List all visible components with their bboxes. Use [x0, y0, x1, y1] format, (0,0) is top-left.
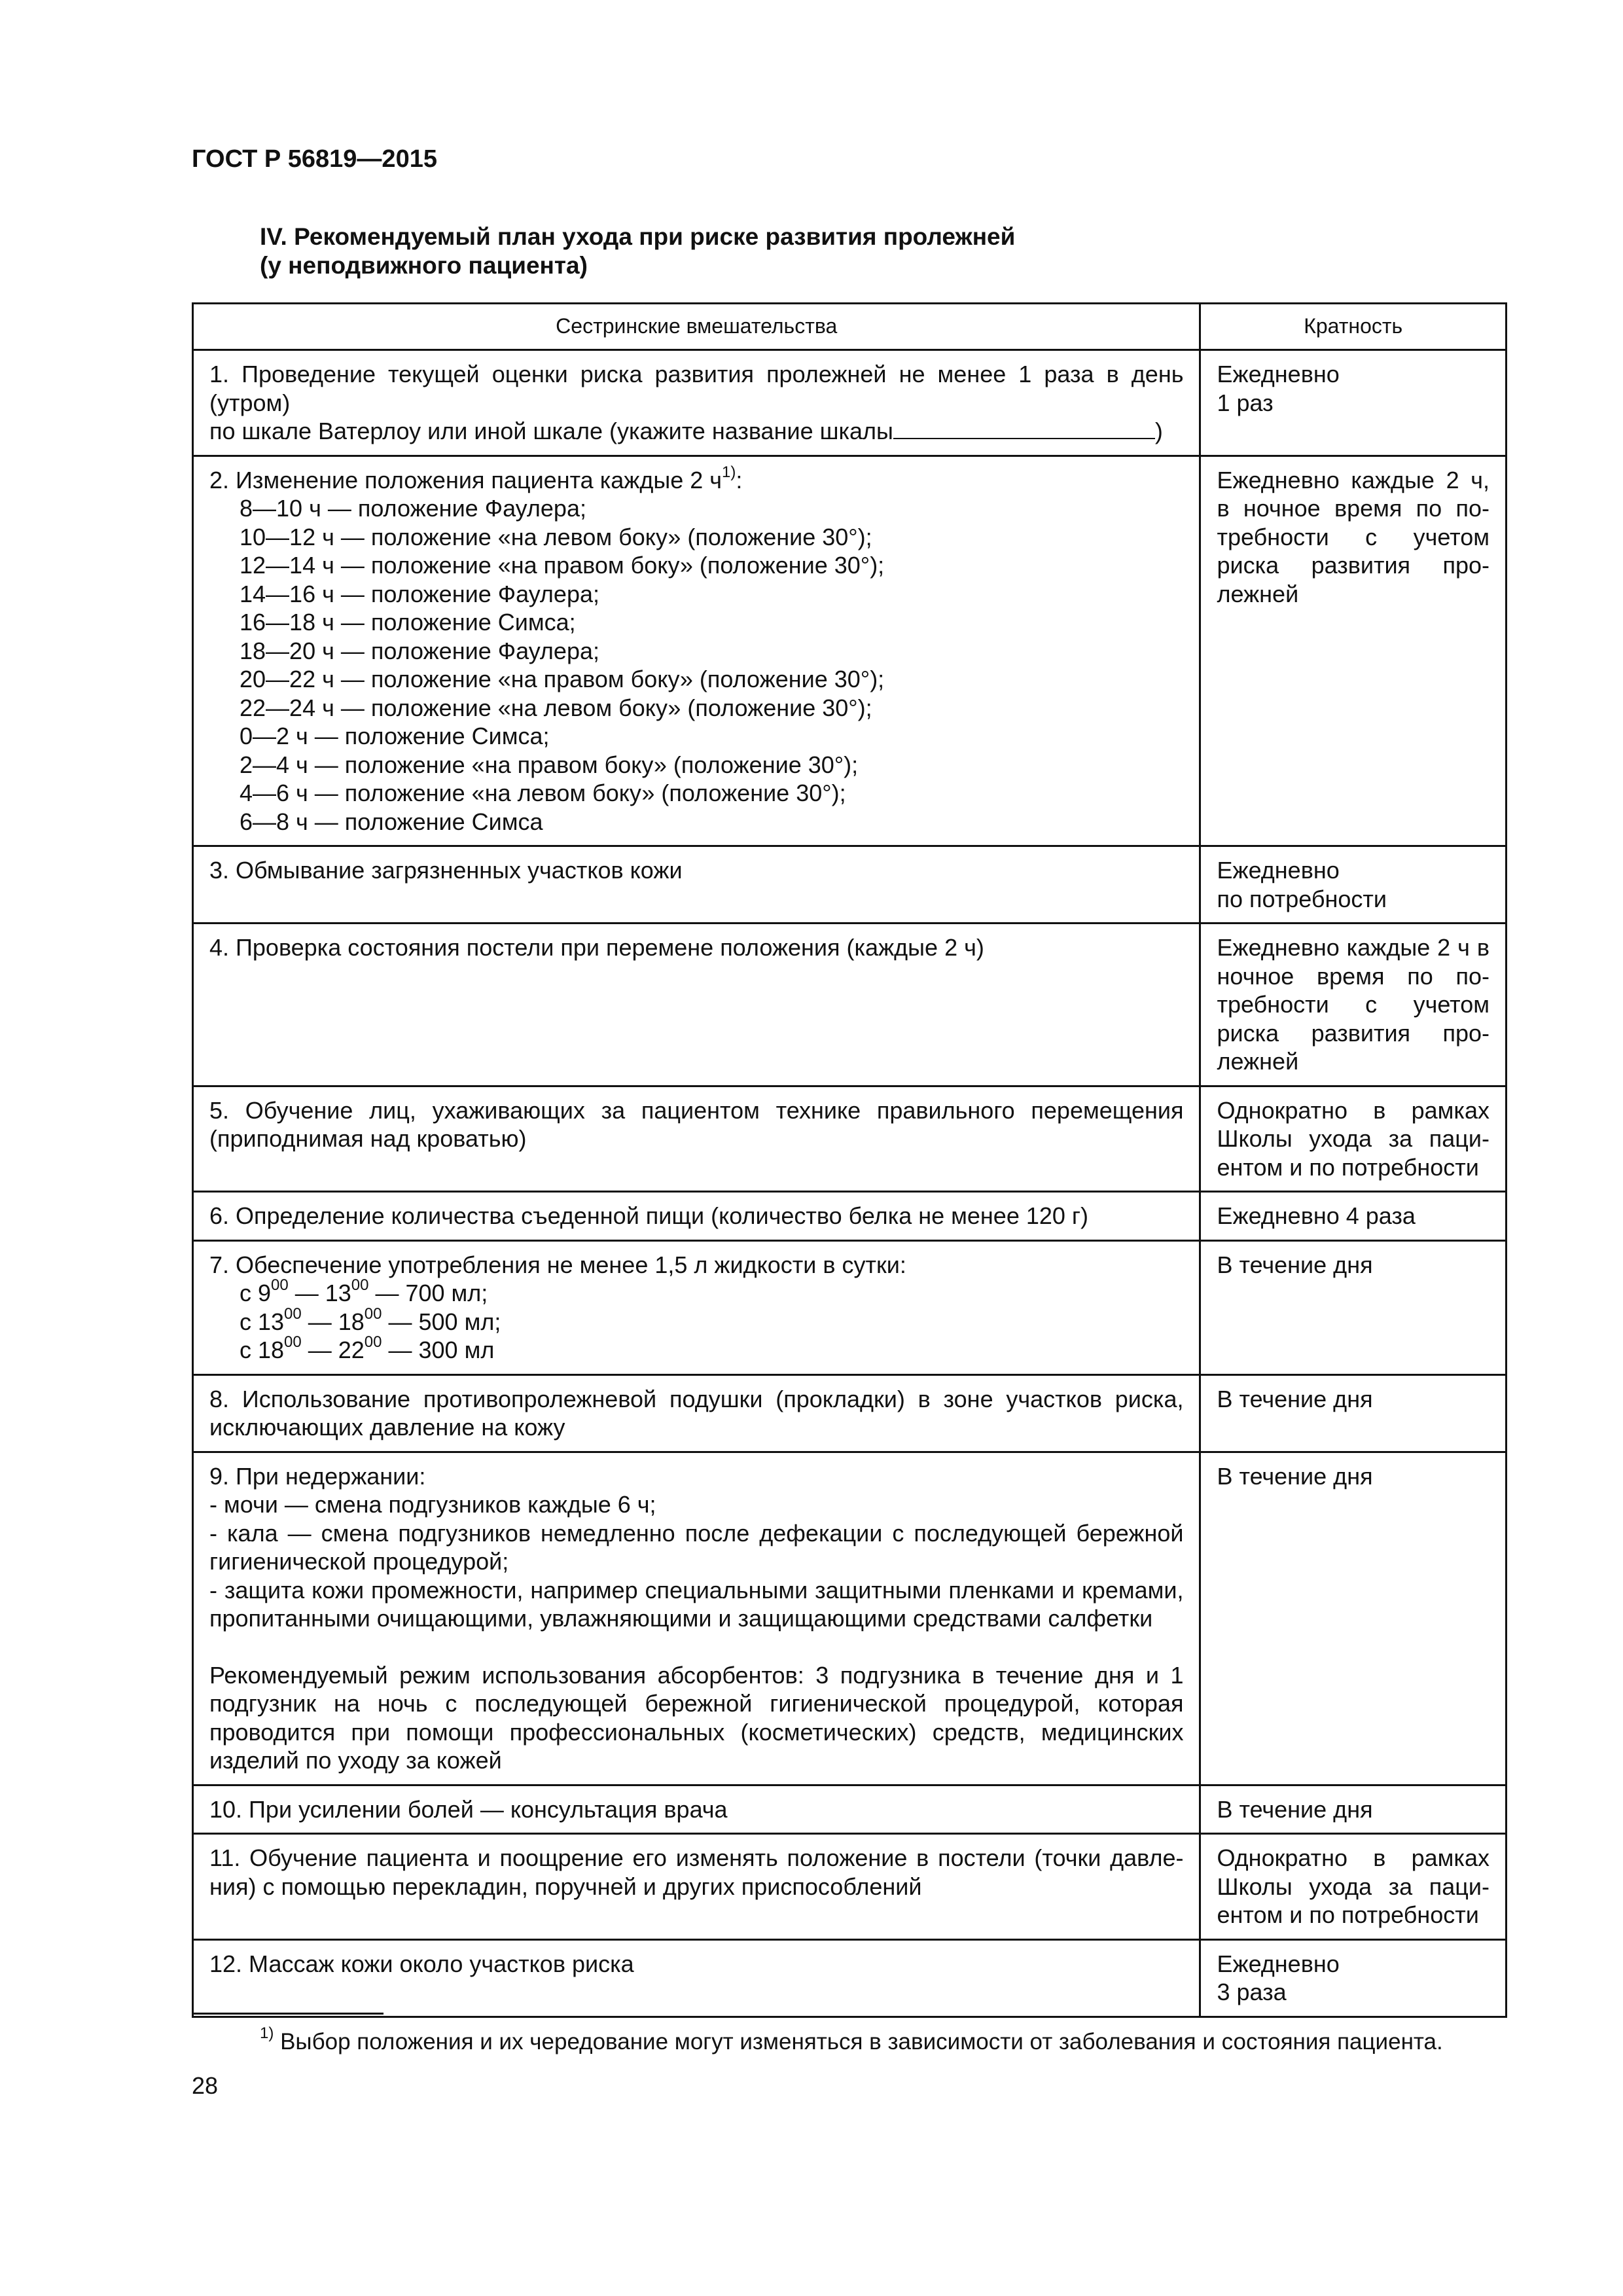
table-row [193, 846, 1507, 924]
document-header: ГОСТ Р 56819—2015 [192, 145, 437, 173]
schedule-item: 8—10 ч — положение Фаулера; [240, 495, 586, 522]
intervention-lead [209, 463, 1183, 495]
intervention-text: ) [1154, 418, 1163, 444]
frequency-cell: В течение дня [1200, 1240, 1507, 1374]
table-row [193, 1086, 1507, 1192]
schedule-item: 4—6 ч — положение «на левом боку» (положение 30°); [240, 780, 846, 806]
footnote-text: Выбор положения и их чередование могут изменяться в зависимости от заболевания и состояния пациента. [274, 2029, 1443, 2054]
frequency-cell [1200, 1939, 1507, 2017]
care-plan-table [192, 302, 1507, 2018]
table-row [193, 1240, 1507, 1374]
footnote-marker: 1) [260, 2024, 274, 2043]
section-title-line-1: IV. Рекомендуемый план ухода при риске развития пролежней [260, 223, 1016, 250]
table-row [193, 1374, 1507, 1452]
intake-text: с 9 [240, 1280, 272, 1306]
frequency-cell: Ежедневно каждые 2 ч в ночное время по по-требности с учетом риска развития про-лежней [1200, 924, 1507, 1086]
intervention-text: по шкале Ватерлоу или иной шкале (укажите название шкалы [209, 418, 893, 444]
intervention-lead: 9. При недержании: [209, 1462, 426, 1490]
intake-item [209, 1333, 1183, 1365]
intervention-cell: 10. При усилении болей — консультация врача [193, 1785, 1200, 1834]
frequency-line: Ежедневно [1217, 1950, 1340, 1977]
table-row [193, 350, 1507, 456]
time-minutes: 00 [284, 1333, 302, 1351]
intervention-line: 1. Проведение текущей оценки риска развития пролежней не менее 1 раза в день (утром) [209, 361, 1184, 416]
absorbent-note: Рекомендуемый режим использования абсорбентов: 3 подгузника в течение дня и 1 подгузник на ночь с последующей бережной гигиенической процедурой, которая проводится при помощи профессиональных (косметических) средств, медицинских изделий по уходу за кожей [209, 1661, 1184, 1774]
table-row [193, 1939, 1507, 2017]
schedule-item: 16—18 ч — положение Симса; [240, 609, 576, 636]
frequency-cell [1200, 350, 1507, 456]
intervention-line [209, 417, 1183, 446]
table-row [193, 924, 1507, 1086]
intervention-cell [193, 456, 1200, 846]
schedule-item: 14—16 ч — положение Фаулера; [240, 580, 599, 607]
intake-item [209, 1304, 1183, 1336]
schedule-item: 2—4 ч — положение «на правом боку» (положение 30°); [240, 751, 859, 778]
frequency-line: Ежедневно [1217, 857, 1340, 884]
table-row [193, 1192, 1507, 1241]
time-minutes: 00 [284, 1304, 302, 1323]
intervention-cell: 11. Обучение пациента и поощрение его изменять положение в постели (точки давле-ния) с помощью перекладин, поручней и других приспособлений [193, 1834, 1200, 1940]
intervention-cell: 3. Обмывание загрязненных участков кожи [193, 846, 1200, 924]
incontinence-item: - защита кожи промежности, например специальными защитными пленками и кремами, пропитанными очищающими, увлажняющими и защищающими средствами салфетки [209, 1576, 1184, 1632]
intake-text: с 18 [240, 1336, 285, 1363]
time-minutes: 00 [364, 1333, 382, 1351]
time-minutes: 00 [364, 1304, 382, 1323]
incontinence-item: - мочи — смена подгузников каждые 6 ч; [209, 1491, 656, 1518]
incontinence-item: - кала — смена подгузников немедленно после дефекации с последующей бережной гигиенической процедурой; [209, 1519, 1184, 1575]
intake-text: — 22 [301, 1336, 365, 1363]
schedule-item: 22—24 ч — положение «на левом боку» (положение 30°); [240, 694, 872, 721]
frequency-cell: Ежедневно каждые 2 ч, в ночное время по по-требности с учетом риска развития про-лежней [1200, 456, 1507, 846]
frequency-cell: Однократно в рамках Школы ухода за паци-ентом и по потребности [1200, 1834, 1507, 1940]
frequency-cell: В течение дня [1200, 1452, 1507, 1785]
intervention-cell: 4. Проверка состояния постели при перемене положения (каждые 2 ч) [193, 924, 1200, 1086]
table-row [193, 1834, 1507, 1940]
table-header-row [193, 304, 1507, 350]
column-header-frequency: Кратность [1200, 304, 1507, 350]
intervention-cell: 5. Обучение лиц, ухаживающих за пациентом технике правильного перемещения (приподнимая над кроватью) [193, 1086, 1200, 1192]
frequency-cell: Ежедневно 4 раза [1200, 1192, 1507, 1241]
frequency-cell: В течение дня [1200, 1374, 1507, 1452]
frequency-line: 3 раза [1217, 1979, 1287, 2005]
intervention-text: 2. Изменение положения пациента каждые 2 ч [209, 466, 722, 493]
section-title [260, 223, 1015, 280]
footnote-divider [192, 2013, 383, 2015]
frequency-cell [1200, 846, 1507, 924]
frequency-cell: В течение дня [1200, 1785, 1507, 1834]
footnote [260, 2024, 1443, 2056]
table-row [193, 456, 1507, 846]
schedule-item: 0—2 ч — положение Симса; [240, 723, 550, 749]
table-row [193, 1785, 1507, 1834]
time-minutes: 00 [351, 1276, 369, 1294]
intake-text: — 300 мл [382, 1336, 495, 1363]
schedule-item: 18—20 ч — положение Фаулера; [240, 637, 599, 664]
page-number: 28 [192, 2072, 219, 2099]
intervention-cell: 6. Определение количества съеденной пищи (количество белка не менее 120 г) [193, 1192, 1200, 1241]
schedule-item: 20—22 ч — положение «на правом боку» (положение 30°); [240, 666, 885, 692]
footnote-ref: 1) [722, 463, 736, 481]
frequency-line: 1 раз [1217, 389, 1274, 416]
intervention-cell [193, 350, 1200, 456]
blank-fill-line [893, 417, 1155, 439]
intervention-cell: 12. Массаж кожи около участков риска [193, 1939, 1200, 2017]
intake-text: — 700 мл; [368, 1280, 488, 1306]
intervention-text: : [736, 466, 743, 493]
table-row [193, 1452, 1507, 1785]
intake-text: — 18 [301, 1308, 365, 1335]
intervention-cell [193, 1240, 1200, 1374]
frequency-line: Ежедневно [1217, 361, 1340, 387]
section-title-line-2: (у неподвижного пациента) [260, 252, 588, 279]
intake-text: с 13 [240, 1308, 285, 1335]
intervention-lead: 7. Обеспечение употребления не менее 1,5 л жидкости в сутки: [209, 1251, 906, 1278]
intake-text: — 500 мл; [382, 1308, 501, 1335]
paragraph-gap [209, 1633, 1183, 1661]
intervention-cell [193, 1452, 1200, 1785]
schedule-item: 6—8 ч — положение Симса [240, 808, 543, 835]
time-minutes: 00 [271, 1276, 289, 1294]
column-header-interventions: Сестринские вмешательства [193, 304, 1200, 350]
schedule-item: 12—14 ч — положение «на правом боку» (положение 30°); [240, 552, 885, 579]
intake-text: — 13 [288, 1280, 351, 1306]
frequency-line: по потребности [1217, 885, 1387, 912]
schedule-item: 10—12 ч — положение «на левом боку» (положение 30°); [240, 523, 872, 550]
frequency-cell: Однократно в рамках Школы ухода за паци-ентом и по потребности [1200, 1086, 1507, 1192]
intervention-cell: 8. Использование противопролежневой подушки (прокладки) в зоне участков риска, исключающих давление на кожу [193, 1374, 1200, 1452]
intake-item [209, 1276, 1183, 1308]
